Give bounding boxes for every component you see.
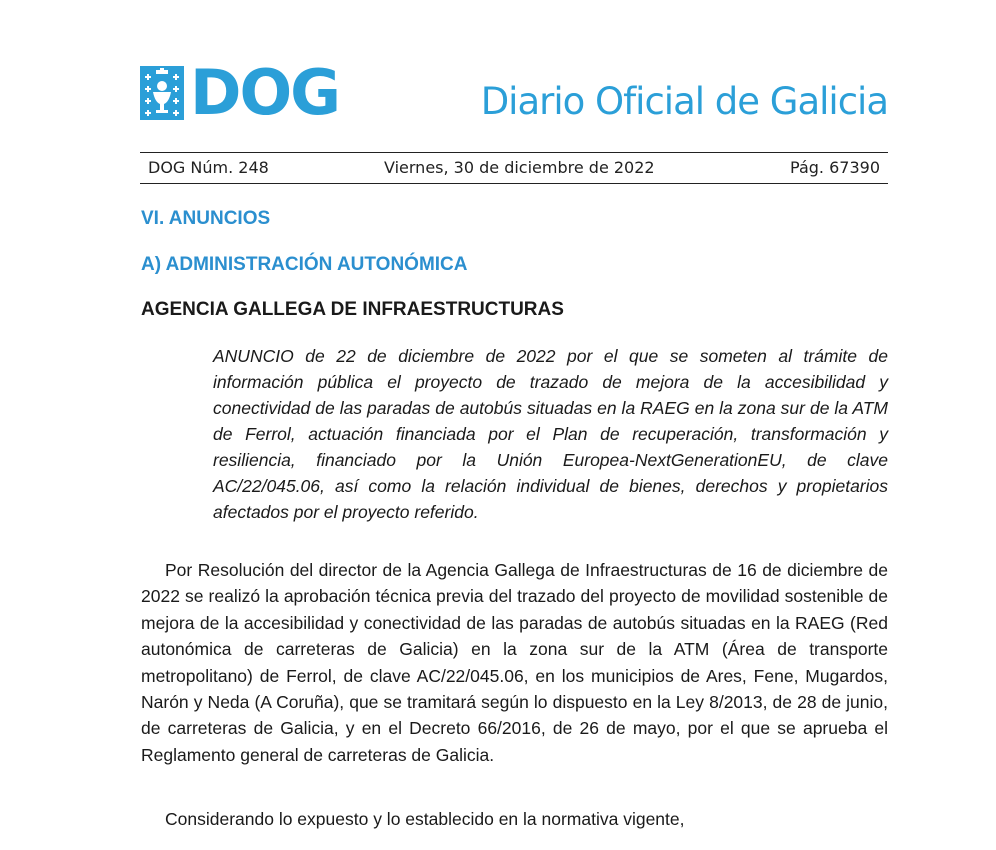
journal-title: Diario Oficial de Galicia (480, 80, 888, 123)
dog-logo (140, 56, 340, 129)
logo-wordmark: DOG (190, 56, 340, 129)
page-number: Pág. 67390 (790, 158, 880, 177)
announcement-summary: ANUNCIO de 22 de diciembre de 2022 por el que se someten al trámite de información pública el proyecto de trazado de mejora de la accesibilidad y conectividad de las paradas de autobús situadas en la RAEG en la zona sur de la ATM de Ferrol, actuación financiada por el Plan de recuperación, transformación y resiliencia, financiado por la Unión Europea-NextGenerationEU, de clave AC/22/045.06, así como la relación individual de bienes, derechos y propietarios afectados por el proyecto referido. (213, 346, 888, 522)
body-paragraph: Por Resolución del director de la Agencia Gallega de Infraestructuras de 16 de diciembre de 2022 se realizó la aprobación técnica previa del trazado del proyecto de movilidad sostenible de mejora de la accesibilidad y conectividad de las paradas de autobús situadas en la RAEG (Red autonómica de carreteras de Galicia) en la zona sur de la ATM (Área de transporte metropolitano) de Ferrol, de clave AC/22/045.06, en los municipios de Ares, Fene, Mugardos, Narón y Neda (A Coruña), que se tramitará según lo dispuesto en la Ley 8/2013, de 28 de junio, de carreteras de Galicia, y en el Decreto 66/2016, de 26 de mayo, por el que se aprueba el Reglamento general de carreteras de Galicia. (141, 560, 888, 765)
issue-meta-bar (140, 152, 888, 184)
body-paragraph: Considerando lo expuesto y lo establecido en la normativa vigente, (165, 809, 685, 829)
section-heading: VI. ANUNCIOS (141, 208, 271, 229)
issue-date: Viernes, 30 de diciembre de 2022 (384, 158, 655, 177)
subsection-heading: A) ADMINISTRACIÓN AUTONÓMICA (141, 254, 468, 275)
issue-number: DOG Núm. 248 (148, 158, 269, 177)
agency-heading: AGENCIA GALLEGA DE INFRAESTRUCTURAS (141, 299, 564, 320)
galicia-coat-of-arms-icon (140, 66, 184, 120)
